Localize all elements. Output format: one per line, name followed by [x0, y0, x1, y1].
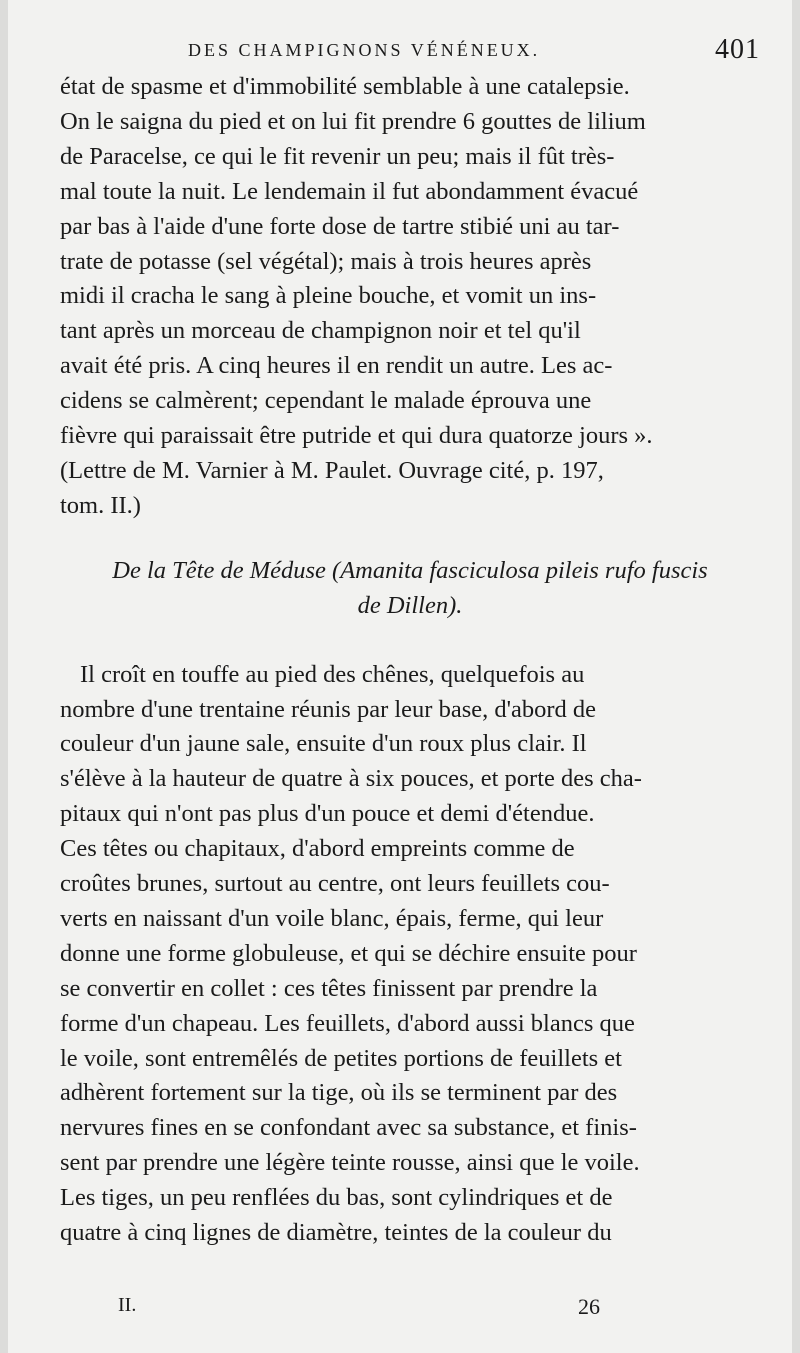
text-line: tom. II.) [60, 491, 141, 519]
text-line: On le saigna du pied et on lui fit prendre 6 gouttes de lilium [60, 107, 646, 135]
page-edge-right [792, 0, 800, 1353]
body-text [60, 70, 760, 1251]
page-footer [118, 1294, 600, 1324]
text-line: mal toute la nuit. Le lendemain il fut abondamment évacué [60, 177, 639, 205]
text-line: nervures fines en se confondant avec sa substance, et finis- [60, 1114, 637, 1142]
text-line: forme d'un chapeau. Les feuillets, d'abord aussi blancs que [60, 1009, 635, 1037]
text-line: tant après un morceau de champignon noir et tel qu'il [60, 317, 581, 345]
page-number: 401 [715, 34, 760, 65]
running-title: DES CHAMPIGNONS VÉNÉNEUX. [188, 40, 541, 60]
signature-mark: II. [118, 1294, 137, 1316]
text-line: fièvre qui paraissait être putride et qui dura quatorze jours ». [60, 422, 653, 450]
text-line: se convertir en collet : ces têtes finissent par prendre la [60, 974, 598, 1002]
sheet-number: 26 [578, 1294, 600, 1319]
section-gap [60, 524, 760, 554]
text-line: croûtes brunes, surtout au centre, ont leurs feuillets cou- [60, 870, 610, 898]
text-line: quatre à cinq lignes de diamètre, teintes de la couleur du [60, 1219, 612, 1247]
text-line: trate de potasse (sel végétal); mais à trois heures après [60, 247, 592, 275]
section-title [60, 554, 760, 624]
page-edge-left [0, 0, 8, 1353]
text-line: Ces têtes ou chapitaux, d'abord empreints comme de [60, 835, 575, 863]
text-line: midi il cracha le sang à pleine bouche, et vomit un ins- [60, 282, 597, 310]
text-line: donne une forme globuleuse, et qui se déchire ensuite pour [60, 939, 637, 967]
text-line: (Lettre de M. Varnier à M. Paulet. Ouvrage cité, p. 197, [60, 456, 604, 484]
paragraph-description [60, 658, 760, 1251]
paragraph-quote-end [60, 70, 760, 524]
text-line: Il croît en touffe au pied des chênes, quelquefois au [80, 660, 585, 688]
text-line: adhèrent fortement sur la tige, où ils se terminent par des [60, 1079, 618, 1107]
text-line: cidens se calmèrent; cependant le malade éprouva une [60, 387, 592, 415]
section-title-line: de Dillen). [357, 591, 463, 619]
text-line: verts en naissant d'un voile blanc, épais, ferme, qui leur [60, 904, 604, 932]
section-title-line: De la Tête de Méduse (Amanita fasciculosa pileis rufo fuscis [112, 556, 708, 584]
text-line: par bas à l'aide d'une forte dose de tartre stibié uni au tar- [60, 212, 620, 240]
text-line: de Paracelse, ce qui le fit revenir un peu; mais il fût très- [60, 142, 615, 170]
text-line: Les tiges, un peu renflées du bas, sont cylindriques et de [60, 1184, 613, 1212]
text-line: sent par prendre une légère teinte rousse, ainsi que le voile. [60, 1149, 640, 1177]
text-line: état de spasme et d'immobilité semblable à une catalepsie. [60, 73, 630, 100]
text-line: couleur d'un jaune sale, ensuite d'un roux plus clair. Il [60, 730, 587, 758]
text-line: avait été pris. A cinq heures il en rendit un autre. Les ac- [60, 352, 613, 380]
paragraph-gap [60, 624, 760, 658]
page-header [160, 34, 760, 68]
text-line: pitaux qui n'ont pas plus d'un pouce et demi d'étendue. [60, 800, 595, 828]
text-line: le voile, sont entremêlés de petites portions de feuillets et [60, 1044, 622, 1072]
text-line: nombre d'une trentaine réunis par leur base, d'abord de [60, 695, 597, 723]
text-line: s'élève à la hauteur de quatre à six pouces, et porte des cha- [60, 765, 642, 793]
